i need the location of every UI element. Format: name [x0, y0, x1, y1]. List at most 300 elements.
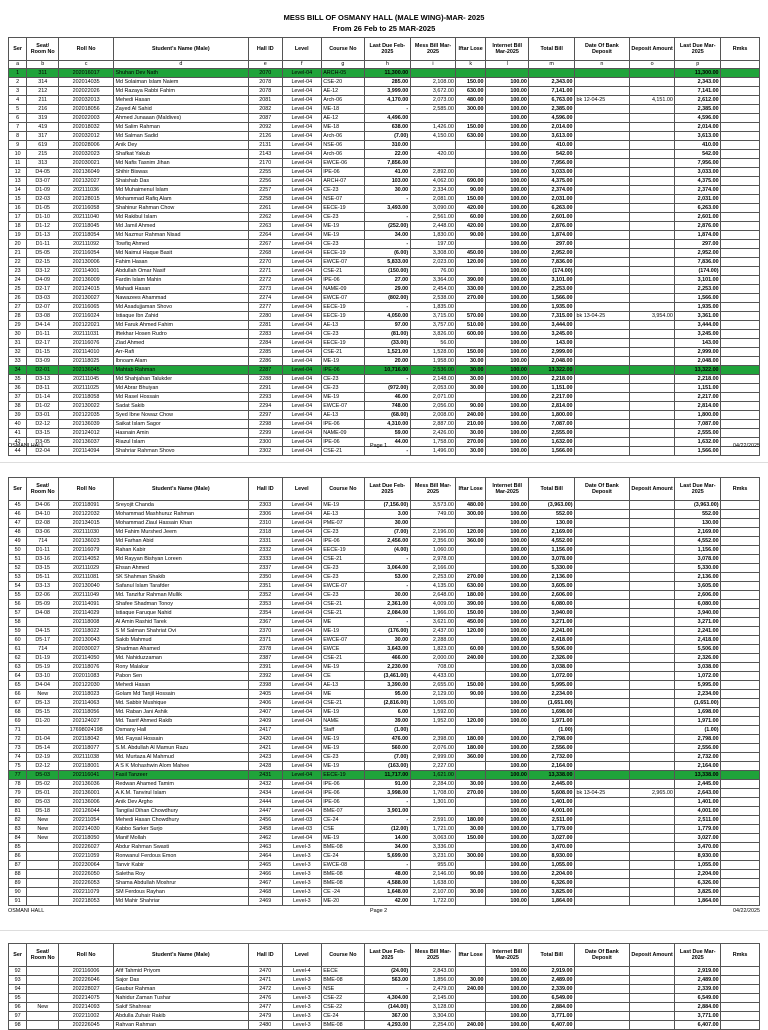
cell-deposit-amount — [629, 744, 675, 753]
cell-level: Level-04 — [282, 780, 321, 789]
cell-deposit-amount — [629, 114, 675, 123]
cell-remarks — [721, 843, 760, 852]
cell-student-name: Sreyojit Chanda — [113, 501, 248, 510]
cell-hall-id: 2291 — [248, 384, 282, 393]
cell-deposit-amount — [629, 204, 675, 213]
cell-roll-no: 202116006 — [59, 967, 114, 976]
table-row — [9, 537, 760, 546]
cell-ser: 92 — [9, 967, 27, 976]
cell-deposit-amount — [629, 834, 675, 843]
cell-ser: 53 — [9, 573, 27, 582]
cell-hall-id: 2407 — [248, 708, 282, 717]
cell-hall-id: 2277 — [248, 303, 282, 312]
cell-last-due-mar: 2,374.00 — [675, 186, 721, 195]
cell-course-no: CE-23 — [321, 213, 364, 222]
cell-total-bill: 2,218.00 — [529, 375, 575, 384]
cell-deposit-amount — [629, 285, 675, 294]
cell-last-due-mar: 7,141.00 — [675, 87, 721, 96]
cell-mess-bill: 2,454.00 — [410, 285, 456, 294]
cell-last-due-mar: 1,632.00 — [675, 438, 721, 447]
cell-remarks — [721, 303, 760, 312]
cell-seat-room: D3-12 — [27, 267, 59, 276]
cell-bank-deposit-date — [575, 141, 630, 150]
cell-seat-room: D5-03 — [27, 798, 59, 807]
cell-deposit-amount — [629, 618, 675, 627]
cell-total-bill: 2,217.00 — [529, 393, 575, 402]
cell-internet-bill: 100.00 — [486, 195, 529, 204]
cell-deposit-amount — [629, 528, 675, 537]
cell-hall-id: 2331 — [248, 537, 282, 546]
cell-roll-no: 202111036 — [59, 186, 114, 195]
cell-mess-bill: 2,008.00 — [410, 411, 456, 420]
cell-last-due-mar: 3,271.00 — [675, 618, 721, 627]
cell-course-no: EWCE — [321, 645, 364, 654]
cell-bank-deposit-date — [575, 285, 630, 294]
cell-student-name: Rahvan Rahman — [113, 1021, 248, 1030]
cell-internet-bill: 100.00 — [486, 348, 529, 357]
cell-hall-id: 2272 — [248, 276, 282, 285]
cell-remarks — [721, 348, 760, 357]
cell-mess-bill: 2,591.00 — [410, 816, 456, 825]
table-row — [9, 672, 760, 681]
cell-deposit-amount — [629, 672, 675, 681]
cell-course-no: IPE-06 — [321, 789, 364, 798]
cell-seat-room: D4-15 — [27, 627, 59, 636]
cell-mess-bill: 2,227.00 — [410, 762, 456, 771]
cell-iftar-lose: 390.00 — [456, 276, 486, 285]
cell-total-bill: 2,385.00 — [529, 105, 575, 114]
cell-roll-no: 202136049 — [59, 168, 114, 177]
cell-total-bill: 2,374.00 — [529, 186, 575, 195]
cell-last-due-mar: 2,511.00 — [675, 816, 721, 825]
cell-seat-room — [27, 870, 59, 879]
cell-student-name: Nawazees Ahammad — [113, 294, 248, 303]
cell-last-due-mar: (174.00) — [675, 267, 721, 276]
table-row — [9, 510, 760, 519]
cell-level: Level-04 — [282, 600, 321, 609]
cell-internet-bill: 100.00 — [486, 222, 529, 231]
cell-hall-id: 2270 — [248, 258, 282, 267]
cell-mess-bill: 2,356.00 — [410, 537, 456, 546]
cell-mess-bill: 3,336.00 — [410, 843, 456, 852]
cell-roll-no: 202032012 — [59, 132, 114, 141]
cell-hall-id: 2472 — [248, 985, 282, 994]
cell-hall-id: 2479 — [248, 1012, 282, 1021]
cell-student-name: Nahidur Zaman Tushar — [113, 994, 248, 1003]
cell-iftar-lose: 30.00 — [456, 780, 486, 789]
cell-remarks — [721, 393, 760, 402]
column-header-iftar-lose: Iftar Lose — [456, 478, 486, 501]
cell-last-due-mar: 130.00 — [675, 519, 721, 528]
cell-level: Level-04 — [282, 231, 321, 240]
cell-bank-deposit-date — [575, 438, 630, 447]
cell-last-due-feb: 30.00 — [365, 519, 411, 528]
cell-course-no: EECE — [321, 967, 364, 976]
cell-hall-id: 2293 — [248, 393, 282, 402]
cell-ser: 29 — [9, 321, 27, 330]
cell-internet-bill: 100.00 — [486, 438, 529, 447]
cell-internet-bill: 100.00 — [486, 132, 529, 141]
cell-internet-bill: 100.00 — [486, 879, 529, 888]
cell-internet-bill: 100.00 — [486, 789, 529, 798]
cell-ser: 67 — [9, 699, 27, 708]
cell-iftar-lose: 630.00 — [456, 132, 486, 141]
column-header-ser: Ser — [9, 38, 27, 61]
cell-course-no: CE-23 — [321, 330, 364, 339]
table-row — [9, 294, 760, 303]
cell-student-name: Tanvir Kabir — [113, 861, 248, 870]
table-row — [9, 780, 760, 789]
cell-bank-deposit-date — [575, 843, 630, 852]
cell-internet-bill: 100.00 — [486, 276, 529, 285]
cell-hall-id: 2297 — [248, 411, 282, 420]
cell-level: Level-3 — [282, 1021, 321, 1030]
cell-mess-bill: 3,672.00 — [410, 87, 456, 96]
cell-total-bill: 5,330.00 — [529, 564, 575, 573]
cell-last-due-feb: 560.00 — [365, 744, 411, 753]
cell-iftar-lose: 120.00 — [456, 627, 486, 636]
cell-last-due-feb: 476.00 — [365, 735, 411, 744]
cell-mess-bill: 2,288.00 — [410, 636, 456, 645]
cell-deposit-amount — [629, 681, 675, 690]
cell-last-due-mar: 4,375.00 — [675, 177, 721, 186]
cell-iftar-lose: 60.00 — [456, 213, 486, 222]
table-row — [9, 681, 760, 690]
cell-seat-room: D4-08 — [27, 609, 59, 618]
cell-course-no: CE-23 — [321, 375, 364, 384]
cell-last-due-mar: 297.00 — [675, 240, 721, 249]
cell-hall-id: 2432 — [248, 780, 282, 789]
cell-roll-no: 202226045 — [59, 1021, 114, 1030]
cell-mess-bill: 2,081.00 — [410, 195, 456, 204]
cell-iftar-lose: 480.00 — [456, 96, 486, 105]
cell-last-due-mar: 143.00 — [675, 339, 721, 348]
cell-last-due-mar: 1,779.00 — [675, 825, 721, 834]
cell-course-no: ME-20 — [321, 897, 364, 906]
cell-internet-bill: 100.00 — [486, 708, 529, 717]
cell-deposit-amount — [629, 1012, 675, 1021]
column-header-level: Level — [282, 944, 321, 967]
cell-last-due-feb: 27.00 — [365, 276, 411, 285]
cell-deposit-amount — [629, 240, 675, 249]
cell-last-due-feb: (1.00) — [365, 726, 411, 735]
cell-last-due-mar: 2,326.00 — [675, 654, 721, 663]
cell-internet-bill: 100.00 — [486, 834, 529, 843]
cell-hall-id: 2302 — [248, 447, 282, 456]
cell-last-due-feb: (4.00) — [365, 546, 411, 555]
cell-remarks — [721, 375, 760, 384]
cell-student-name: Anik Dev Argho — [113, 798, 248, 807]
cell-bank-deposit-date — [575, 888, 630, 897]
cell-last-due-feb: (24.00) — [365, 967, 411, 976]
cell-seat-room: New — [27, 1003, 59, 1012]
column-header-roll-no: Roll No — [59, 478, 114, 501]
cell-internet-bill: 100.00 — [486, 582, 529, 591]
cell-roll-no: 202116041 — [59, 771, 114, 780]
cell-ser: 35 — [9, 375, 27, 384]
cell-ser: 58 — [9, 618, 27, 627]
cell-remarks — [721, 420, 760, 429]
table-row — [9, 366, 760, 375]
cell-hall-id: 2070 — [248, 69, 282, 78]
table-row — [9, 843, 760, 852]
cell-total-bill: 1,072.00 — [529, 672, 575, 681]
cell-seat-room — [27, 852, 59, 861]
cell-level: Level-3 — [282, 897, 321, 906]
cell-ser: 14 — [9, 186, 27, 195]
cell-hall-id: 2471 — [248, 976, 282, 985]
cell-ser: 22 — [9, 258, 27, 267]
cell-roll-no: 202118058 — [59, 393, 114, 402]
cell-remarks — [721, 546, 760, 555]
cell-internet-bill: 100.00 — [486, 600, 529, 609]
cell-total-bill: 1,971.00 — [529, 717, 575, 726]
cell-ser: 90 — [9, 888, 27, 897]
cell-iftar-lose: 300.00 — [456, 852, 486, 861]
cell-course-no: CE-23 — [321, 591, 364, 600]
cell-mess-bill: 708.00 — [410, 663, 456, 672]
cell-last-due-feb: 10,716.00 — [365, 366, 411, 375]
cell-iftar-lose — [456, 762, 486, 771]
cell-course-no: BME-08 — [321, 976, 364, 985]
table-row — [9, 312, 760, 321]
cell-mess-bill: 4,009.00 — [410, 600, 456, 609]
cell-student-name: Iftekhar Hosen Rudro — [113, 330, 248, 339]
cell-internet-bill: 100.00 — [486, 528, 529, 537]
cell-last-due-mar: 3,470.00 — [675, 843, 721, 852]
table-row — [9, 636, 760, 645]
table-row — [9, 375, 760, 384]
cell-mess-bill: 3,063.00 — [410, 834, 456, 843]
cell-remarks — [721, 870, 760, 879]
cell-deposit-amount — [629, 420, 675, 429]
cell-total-bill: 3,771.00 — [529, 1012, 575, 1021]
cell-remarks — [721, 177, 760, 186]
cell-last-due-mar: 2,732.00 — [675, 753, 721, 762]
cell-remarks — [721, 195, 760, 204]
cell-internet-bill: 100.00 — [486, 870, 529, 879]
cell-level: Level-3 — [282, 985, 321, 994]
cell-deposit-amount — [629, 861, 675, 870]
cell-last-due-mar: 1,874.00 — [675, 231, 721, 240]
table-row — [9, 330, 760, 339]
cell-remarks — [721, 744, 760, 753]
cell-remarks — [721, 213, 760, 222]
cell-total-bill: 2,253.00 — [529, 285, 575, 294]
cell-internet-bill: 100.00 — [486, 771, 529, 780]
cell-hall-id: 2299 — [248, 429, 282, 438]
cell-ser: 71 — [9, 726, 27, 735]
cell-mess-bill: 3,621.00 — [410, 618, 456, 627]
cell-bank-deposit-date — [575, 375, 630, 384]
column-letter: a — [9, 61, 27, 69]
cell-course-no: EWCE-07 — [321, 258, 364, 267]
cell-internet-bill: 100.00 — [486, 654, 529, 663]
cell-ser: 12 — [9, 168, 27, 177]
cell-seat-room — [27, 843, 59, 852]
cell-roll-no: 202114052 — [59, 555, 114, 564]
cell-bank-deposit-date — [575, 591, 630, 600]
cell-roll-no: 202022003 — [59, 114, 114, 123]
cell-last-due-feb: - — [365, 375, 411, 384]
cell-hall-id: 2423 — [248, 753, 282, 762]
cell-last-due-feb: 7,856.00 — [365, 159, 411, 168]
cell-student-name: Shahriar Rahman Shovo — [113, 447, 248, 456]
cell-student-name: Mohammad Mashhuruz Rahman — [113, 510, 248, 519]
cell-ser: 21 — [9, 249, 27, 258]
cell-total-bill: 3,940.00 — [529, 609, 575, 618]
cell-seat-room — [27, 879, 59, 888]
cell-bank-deposit-date — [575, 339, 630, 348]
column-letter: d — [113, 61, 248, 69]
cell-course-no: NSE — [321, 985, 364, 994]
cell-last-due-feb: 2,230.00 — [365, 663, 411, 672]
cell-roll-no: 202124015 — [59, 285, 114, 294]
cell-roll-no: 202118091 — [59, 501, 114, 510]
cell-mess-bill: 1,708.00 — [410, 789, 456, 798]
cell-student-name: Redwan Ahamed Tamim — [113, 780, 248, 789]
cell-bank-deposit-date — [575, 78, 630, 87]
cell-deposit-amount — [629, 771, 675, 780]
cell-deposit-amount — [629, 150, 675, 159]
cell-iftar-lose — [456, 636, 486, 645]
cell-iftar-lose — [456, 897, 486, 906]
cell-bank-deposit-date — [575, 411, 630, 420]
cell-last-due-feb: (163.00) — [365, 762, 411, 771]
cell-student-name: Mahadi Hasan — [113, 285, 248, 294]
cell-mess-bill: 749.00 — [410, 510, 456, 519]
cell-bank-deposit-date — [575, 519, 630, 528]
cell-level: Level-04 — [282, 150, 321, 159]
cell-iftar-lose — [456, 393, 486, 402]
cell-roll-no: 202118077 — [59, 744, 114, 753]
cell-roll-no: 202130027 — [59, 294, 114, 303]
cell-seat-room: D2-17 — [27, 339, 59, 348]
cell-hall-id: 2447 — [248, 807, 282, 816]
cell-iftar-lose: 480.00 — [456, 501, 486, 510]
cell-bank-deposit-date — [575, 276, 630, 285]
cell-internet-bill: 100.00 — [486, 897, 529, 906]
cell-hall-id: 2468 — [248, 888, 282, 897]
cell-level: Level-04 — [282, 753, 321, 762]
cell-internet-bill — [486, 69, 529, 78]
cell-bank-deposit-date — [575, 771, 630, 780]
cell-ser: 51 — [9, 555, 27, 564]
cell-deposit-amount — [629, 537, 675, 546]
cell-level: Level-04 — [282, 123, 321, 132]
cell-level: Level-04 — [282, 528, 321, 537]
column-header-mess-bill: Mess Bill Mar-2025 — [410, 944, 456, 967]
cell-bank-deposit-date — [575, 204, 630, 213]
cell-remarks — [721, 636, 760, 645]
cell-course-no: ME-19 — [321, 222, 364, 231]
cell-total-bill: 143.00 — [529, 339, 575, 348]
cell-hall-id: 2262 — [248, 213, 282, 222]
cell-deposit-amount — [629, 852, 675, 861]
cell-deposit-amount — [629, 564, 675, 573]
cell-hall-id: 2464 — [248, 852, 282, 861]
cell-remarks — [721, 717, 760, 726]
cell-bank-deposit-date — [575, 132, 630, 141]
cell-last-due-feb: 3,901.00 — [365, 807, 411, 816]
cell-remarks — [721, 321, 760, 330]
cell-ser: 24 — [9, 276, 27, 285]
cell-student-name: Safanul Islam Tarafder — [113, 582, 248, 591]
cell-roll-no: 202111025 — [59, 384, 114, 393]
cell-student-name: Mahtab Rahman — [113, 366, 248, 375]
cell-bank-deposit-date — [575, 447, 630, 456]
cell-bank-deposit-date — [575, 357, 630, 366]
cell-ser: 47 — [9, 519, 27, 528]
cell-bank-deposit-date — [575, 798, 630, 807]
cell-last-due-mar: 2,234.00 — [675, 690, 721, 699]
table-row — [9, 96, 760, 105]
cell-remarks — [721, 735, 760, 744]
cell-deposit-amount — [629, 967, 675, 976]
cell-ser: 28 — [9, 312, 27, 321]
cell-student-name: Rony Malakar — [113, 663, 248, 672]
cell-level: Level-04 — [282, 537, 321, 546]
cell-student-name: Md Rakibul Islam — [113, 213, 248, 222]
cell-deposit-amount — [629, 897, 675, 906]
cell-course-no: NAME — [321, 717, 364, 726]
cell-level: Level-04 — [282, 78, 321, 87]
cell-total-bill: 1,566.00 — [529, 294, 575, 303]
cell-internet-bill: 100.00 — [486, 609, 529, 618]
cell-last-due-feb: 46.00 — [365, 393, 411, 402]
cell-course-no: EECE-19 — [321, 204, 364, 213]
table-row — [9, 339, 760, 348]
cell-internet-bill: 100.00 — [486, 447, 529, 456]
cell-roll-no: 202114010 — [59, 348, 114, 357]
cell-course-no: BME-08 — [321, 843, 364, 852]
cell-student-name: Md Asadujjaman Shovo — [113, 303, 248, 312]
cell-bank-deposit-date — [575, 528, 630, 537]
cell-remarks — [721, 528, 760, 537]
cell-deposit-amount — [629, 717, 675, 726]
cell-deposit-amount — [629, 888, 675, 897]
cell-mess-bill: 1,621.00 — [410, 771, 456, 780]
cell-seat-room: D2-12 — [27, 420, 59, 429]
cell-iftar-lose: 420.00 — [456, 204, 486, 213]
cell-last-due-mar: 3,613.00 — [675, 132, 721, 141]
cell-level: Level-04 — [282, 834, 321, 843]
cell-student-name: Md Muhaimenul Islam — [113, 186, 248, 195]
cell-last-due-mar: 1,401.00 — [675, 798, 721, 807]
cell-deposit-amount — [629, 609, 675, 618]
cell-student-name: Fardin Islam Mahin — [113, 276, 248, 285]
cell-student-name: SK Shahman Shakib — [113, 573, 248, 582]
cell-last-due-mar: 2,048.00 — [675, 357, 721, 366]
column-header-last-due-feb: Last Due Feb-2025 — [365, 478, 411, 501]
cell-hall-id: 2318 — [248, 528, 282, 537]
cell-hall-id: 2298 — [248, 420, 282, 429]
cell-student-name: Ronwanul Ferdous Emon — [113, 852, 248, 861]
cell-internet-bill: 100.00 — [486, 994, 529, 1003]
cell-remarks — [721, 834, 760, 843]
cell-hall-id: 2087 — [248, 114, 282, 123]
cell-remarks — [721, 690, 760, 699]
cell-last-due-mar: 2,606.00 — [675, 591, 721, 600]
table-row — [9, 645, 760, 654]
cell-iftar-lose — [456, 546, 486, 555]
cell-last-due-mar: 6,549.00 — [675, 994, 721, 1003]
cell-student-name: Tangilal Dihan Chowdhury — [113, 807, 248, 816]
cell-last-due-feb: 1,521.00 — [365, 348, 411, 357]
cell-deposit-amount — [629, 213, 675, 222]
cell-ser: 8 — [9, 132, 27, 141]
cell-deposit-amount — [629, 546, 675, 555]
